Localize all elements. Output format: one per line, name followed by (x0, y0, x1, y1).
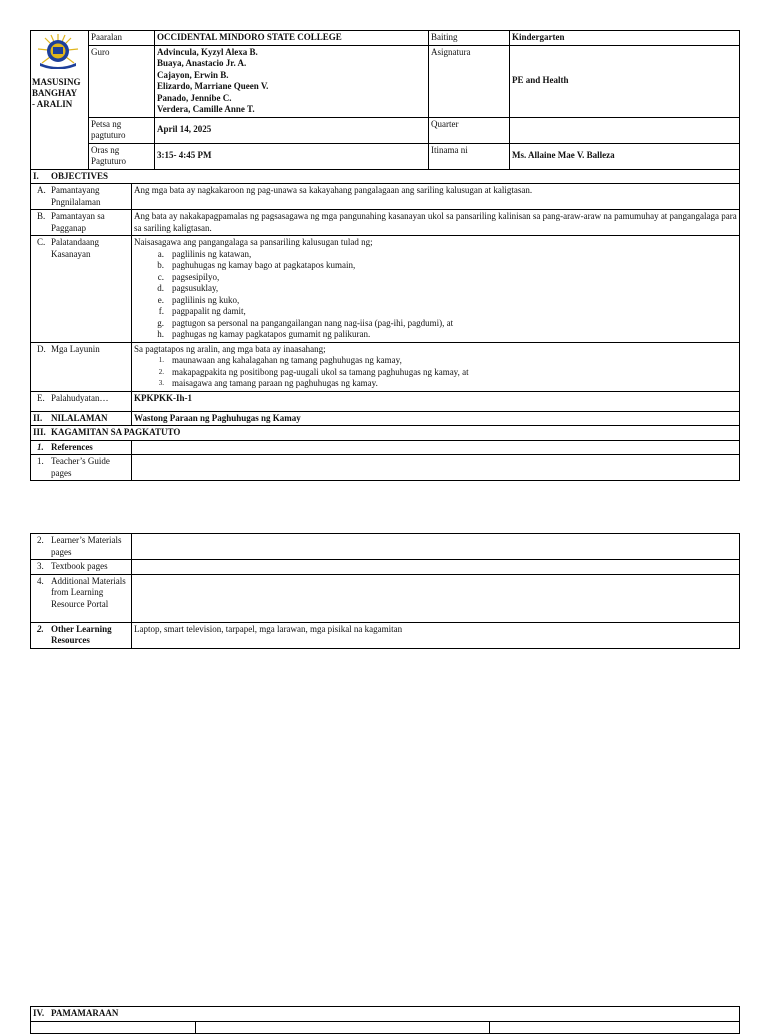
objective-b-label (31, 210, 132, 236)
objective-d-intro: Sa pagtatapos ng aralin, ang mga bata ay inaasahang; (134, 343, 326, 354)
checked-by-value: Ms. Allaine Mae V. Balleza (510, 143, 740, 169)
item-marker: 1. (37, 441, 44, 452)
teacher-name: Cajayon, Erwin B. (157, 69, 229, 80)
subject-label: Asignatura (429, 45, 510, 117)
list-marker: f. (158, 306, 164, 316)
item-label: Mga Layunin (51, 343, 100, 354)
procedure-column-3 (490, 1021, 740, 1033)
learners-materials-label (31, 534, 132, 560)
objective-c-text (132, 236, 740, 343)
subject-value: PE and Health (510, 45, 740, 117)
other-resources-label (31, 622, 132, 648)
list-item-text: paglilinis ng katawan, (172, 248, 252, 259)
teacher-name: Panado, Jennibe C. (157, 92, 232, 103)
objective-c-label (31, 236, 132, 343)
other-resources-value: Laptop, smart television, tarpapel, mga larawan, mga pisikal na kagamitan (132, 622, 740, 648)
objective-e-code: KPKPKK-Ih-1 (132, 391, 740, 411)
item-marker: 2. (37, 623, 44, 634)
document-title (32, 77, 87, 110)
date-label: Petsa ng pagtuturo (89, 117, 155, 143)
list-item-text: pagtugon sa personal na pangangailangan nang nag-iisa (pag-ihi, pagdumi), at (172, 317, 454, 328)
section-content-heading (31, 411, 132, 426)
section-procedure-heading (31, 1007, 740, 1022)
list-item (134, 378, 737, 390)
textbook-value (132, 560, 740, 575)
item-marker: E. (37, 392, 45, 403)
section-resources-heading (31, 426, 740, 441)
item-marker: 3. (37, 561, 44, 571)
content-topic: Wastong Paraan ng Paghuhugas ng Kamay (132, 411, 740, 426)
item-marker: B. (37, 211, 46, 221)
section-numeral: I. (33, 170, 39, 181)
item-label: Textbook pages (51, 561, 108, 571)
list-marker: d. (157, 283, 164, 293)
objective-a-text: Ang mga bata ay nagkakaroon ng pag-unawa sa kakayahang pangalagaan ang sariling kalusugan at kaligtasan. (132, 184, 740, 210)
list-item-text: paglilinis ng kuko, (172, 294, 240, 305)
list-item-text: maisagawa ang tamang paraan ng paghuhugas ng kamay. (172, 378, 378, 388)
teacher-label: Guro (89, 45, 155, 117)
learning-objective-list (134, 355, 737, 390)
document-title-line: - ARALIN (32, 98, 73, 109)
learners-materials-value (132, 534, 740, 560)
quarter-label: Quarter (429, 117, 510, 143)
list-item (134, 318, 737, 330)
list-item (134, 272, 737, 284)
document-title-line: MASUSING (32, 76, 81, 87)
teacher-name: Elizardo, Marriane Queen V. (157, 81, 269, 91)
date-value: April 14, 2025 (155, 117, 429, 143)
objective-b-text: Ang bata ay nakakapagpamalas ng pagsasagawa ng mga pangunahing kasanayan ukol sa pansariling kalinisan sa pang-araw-araw na pamumuhay at pangangalaga para sa sariling kaligtasan. (132, 210, 740, 236)
list-item (134, 249, 737, 261)
list-marker: g. (157, 317, 164, 328)
item-label: Other Learning Resources (51, 623, 112, 645)
list-item-text: pagpapalit ng damit, (172, 306, 246, 316)
procedure-table (30, 1006, 740, 1034)
list-item-text: pagsesipilyo, (172, 271, 220, 282)
lesson-plan-header-table (30, 30, 740, 481)
textbook-label (31, 560, 132, 575)
list-item (134, 367, 737, 379)
list-marker: e. (157, 294, 164, 305)
time-label: Oras ng Pagtuturo (89, 143, 155, 169)
list-marker: 2. (158, 367, 164, 376)
school-label: Paaralan (89, 31, 155, 46)
list-item-text: paghugas ng kamay pagkatapos gumamit ng palikuran. (172, 329, 371, 339)
time-value: 3:15- 4:45 PM (155, 143, 429, 169)
section-numeral: III. (33, 427, 46, 437)
section-numeral: IV. (33, 1008, 45, 1018)
document-title-line: BANGHAY (32, 87, 78, 98)
list-item-text: makapagpakita ng positibong pag-uugali ukol sa tamang paghuhugas ng kamay, at (172, 366, 469, 377)
list-item (134, 260, 737, 272)
list-marker: a. (157, 248, 164, 259)
list-marker: b. (157, 260, 164, 270)
section-title: PAMAMARAAN (51, 1008, 119, 1018)
list-item-text: paghuhugas ng kamay bago at pagkatapos kumain, (172, 260, 356, 270)
list-item (134, 329, 737, 341)
item-marker: A. (37, 185, 46, 195)
item-label: Pamantayan sa Pagganap (51, 211, 105, 233)
item-marker: C. (37, 237, 46, 247)
list-item (134, 283, 737, 295)
section-numeral: II. (33, 412, 43, 423)
teacher-name: Buaya, Anastacio Jr. A. (157, 58, 247, 68)
additional-materials-label (31, 574, 132, 622)
list-marker: 3. (158, 379, 164, 387)
checked-by-label: Itinama ni (429, 143, 510, 169)
objective-d-text (132, 342, 740, 391)
teachers-guide-label (31, 455, 132, 481)
item-marker: 4. (37, 575, 44, 586)
item-label: Pamantayang Pngnilalaman (51, 185, 101, 207)
objective-c-intro: Naisasagawa ang pangangalaga sa pansariling kalusugan tulad ng; (134, 237, 373, 247)
grade-label: Baiting (429, 31, 510, 46)
list-item-text: maunawaan ang kahalagahan ng tamang paghuhugas ng kamay, (172, 355, 402, 365)
header-logo-cell (31, 31, 89, 170)
list-marker: 1. (158, 356, 164, 364)
list-marker: c. (157, 271, 164, 282)
teacher-list (155, 45, 429, 117)
teacher-name: Advincula, Kyzyl Alexa B. (157, 46, 258, 57)
list-item (134, 295, 737, 307)
teachers-guide-value (132, 455, 740, 481)
list-item (134, 355, 737, 367)
quarter-value (510, 117, 740, 143)
item-marker: 1. (37, 456, 44, 466)
section-objectives-heading (31, 169, 740, 184)
competency-list (134, 249, 737, 341)
resources-continuation-table (30, 533, 740, 649)
procedure-column-2 (196, 1021, 490, 1033)
list-item (134, 306, 737, 318)
section-title: KAGAMITAN SA PAGKATUTO (51, 427, 181, 437)
references-label (31, 440, 132, 455)
school-seal-logo (36, 33, 80, 73)
item-marker: 2. (37, 535, 44, 545)
list-marker: h. (157, 329, 164, 339)
grade-value: Kindergarten (510, 31, 740, 46)
item-marker: D. (37, 343, 46, 354)
section-title: NILALAMAN (51, 412, 108, 423)
item-label: Teacher’s Guide pages (51, 456, 110, 478)
item-label: Learner’s Materials pages (51, 535, 122, 557)
school-value: OCCIDENTAL MINDORO STATE COLLEGE (155, 31, 429, 46)
objective-a-label (31, 184, 132, 210)
objective-e-label (31, 391, 132, 411)
item-label: Palahudyatan… (51, 392, 109, 403)
teacher-name: Verdera, Camille Anne T. (157, 104, 255, 114)
list-item-text: pagsusuklay, (172, 283, 219, 293)
additional-materials-value (132, 574, 740, 622)
objective-d-label (31, 342, 132, 391)
item-label: Additional Materials from Learning Resource Portal (51, 575, 126, 609)
item-label: Palatandaang Kasanayan (51, 237, 99, 259)
item-label: References (51, 441, 93, 452)
procedure-column-1 (31, 1021, 196, 1033)
section-title: OBJECTIVES (51, 170, 109, 181)
references-value (132, 440, 740, 455)
